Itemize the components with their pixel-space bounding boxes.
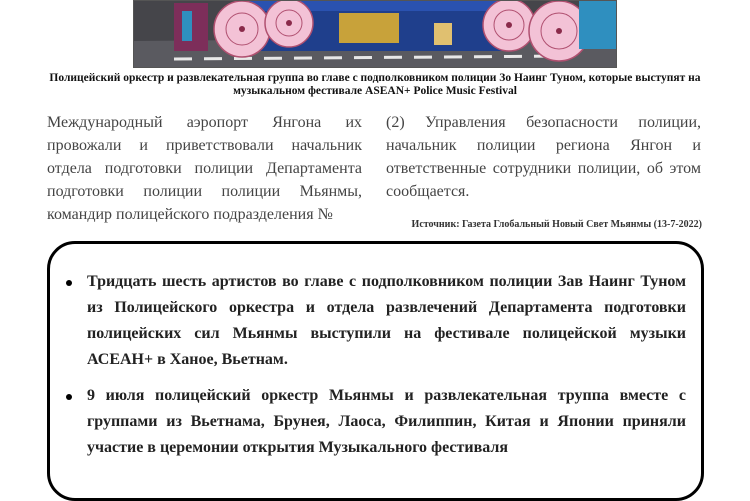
event-photo: [133, 0, 617, 68]
article-left-column: Международный аэропорт Янгона их провожали и приветствовали начальник отдела подготовки полиции Департамента подготовки полиции полиции Мьянмы, командир полицейского подразделения №: [47, 114, 362, 223]
bullet-dot-icon: [66, 394, 72, 400]
summary-bullet-text: Тридцать шесть артистов во главе с подполковником полиции Зав Наинг Туном из Полицейского оркестра и отдела развлечений Департамента подготовки полицейских сил Мьянмы выступили на фестивале полицейской музыки АСЕАН+ в Ханое, Вьетнам.: [87, 273, 686, 368]
summary-bullet: [87, 383, 686, 461]
summary-bullet-text: 9 июля полицейский оркестр Мьянмы и развлекательная труппа вместе с группами из Вьетнама, Брунея, Лаоса, Филиппин, Китая и Японии приняли участие в церемонии открытия Музыкального фестиваля: [87, 387, 686, 456]
summary-bullet-list: [87, 269, 686, 471]
source-citation: Источник: Газета Глобальный Новый Свет Мьянмы (13-7-2022): [411, 219, 702, 230]
summary-bullet: [87, 269, 686, 373]
bullet-dot-icon: [66, 280, 72, 286]
article-right-column: (2) Управления безопасности полиции, начальник полиции региона Янгон и ответственные сотрудники полиции, об этом сообщается.: [386, 114, 701, 200]
photo-caption: Полицейский оркестр и развлекательная группа во главе с подполковником полиции Зо Наинг Туном, которые выступят на музыкальном фестивале ASEAN+ Police Music Festival: [49, 72, 701, 97]
photo-illustration: [134, 1, 617, 68]
